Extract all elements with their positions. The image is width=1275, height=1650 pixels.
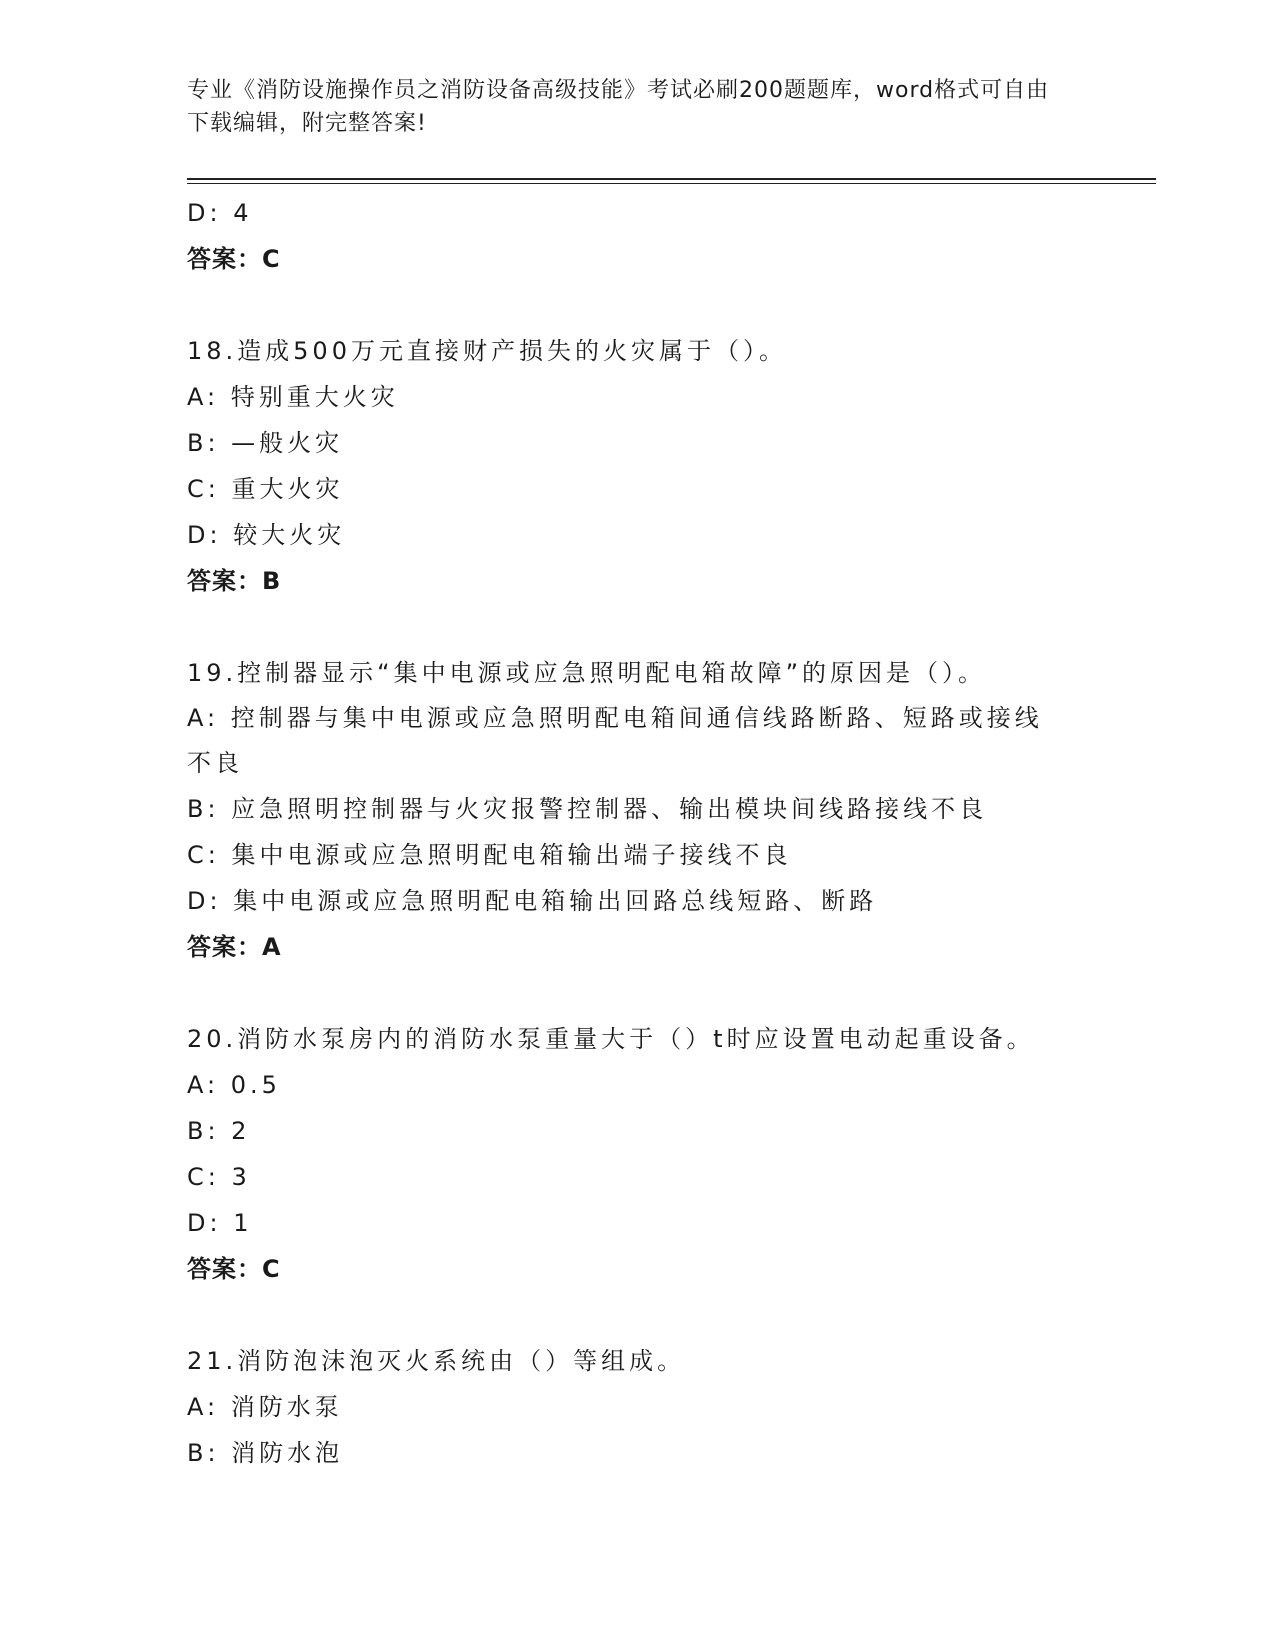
spacer (187, 1292, 1087, 1338)
option-d: D: 较大火灾 (187, 521, 346, 549)
option-b: B: 2 (187, 1117, 251, 1145)
option-d: D: 集中电源或应急照明配电箱输出回路总线短路、断路 (187, 887, 878, 915)
question-text: 20.消防水泵房内的消防水泵重量大于（）t时应设置电动起重设备。 (187, 1025, 1035, 1053)
spacer (187, 282, 1087, 328)
question-21 (187, 1338, 1087, 1476)
option-d: D: 1 (187, 1209, 253, 1237)
option-b: B: 消防水泡 (187, 1439, 344, 1467)
question-18 (187, 328, 1087, 604)
question-content (187, 190, 1087, 1476)
option-a: A: 消防水泵 (187, 1393, 343, 1421)
header-rule-thick (187, 178, 1156, 180)
question-text: 19.控制器显示“集中电源或应急照明配电箱故障”的原因是（）。 (187, 659, 987, 687)
answer-line: 答案：C (187, 1255, 281, 1283)
option-a: A: 特别重大火灾 (187, 383, 399, 411)
answer-line: 答案：B (187, 567, 282, 595)
option-a: A: 0.5 (187, 1071, 281, 1099)
option-d: D: 4 (187, 199, 253, 227)
answer-line: 答案：C (187, 245, 281, 273)
previous-question-tail (187, 190, 1087, 282)
option-a: A: 控制器与集中电源或应急照明配电箱间通信线路断路、短路或接线不良 (187, 704, 1043, 777)
question-20 (187, 1016, 1087, 1292)
document-header: 专业《消防设施操作员之消防设备高级技能》考试必刷200题题库，word格式可自由下载编辑，附完整答案! (187, 78, 1050, 136)
question-19 (187, 650, 1087, 970)
spacer (187, 604, 1087, 650)
option-b: B: 应急照明控制器与火灾报警控制器、输出模块间线路接线不良 (187, 795, 988, 823)
option-c: C: 重大火灾 (187, 475, 344, 503)
spacer (187, 970, 1087, 1016)
option-c: C: 集中电源或应急照明配电箱输出端子接线不良 (187, 841, 792, 869)
option-c: C: 3 (187, 1163, 251, 1191)
question-text: 21.消防泡沫泡灭火系统由（）等组成。 (187, 1347, 686, 1375)
answer-line: 答案：A (187, 933, 282, 961)
question-text: 18.造成500万元直接财产损失的火灾属于（）。 (187, 337, 787, 365)
header-rule-thin (187, 183, 1156, 184)
option-b: B: —般火灾 (187, 429, 344, 457)
